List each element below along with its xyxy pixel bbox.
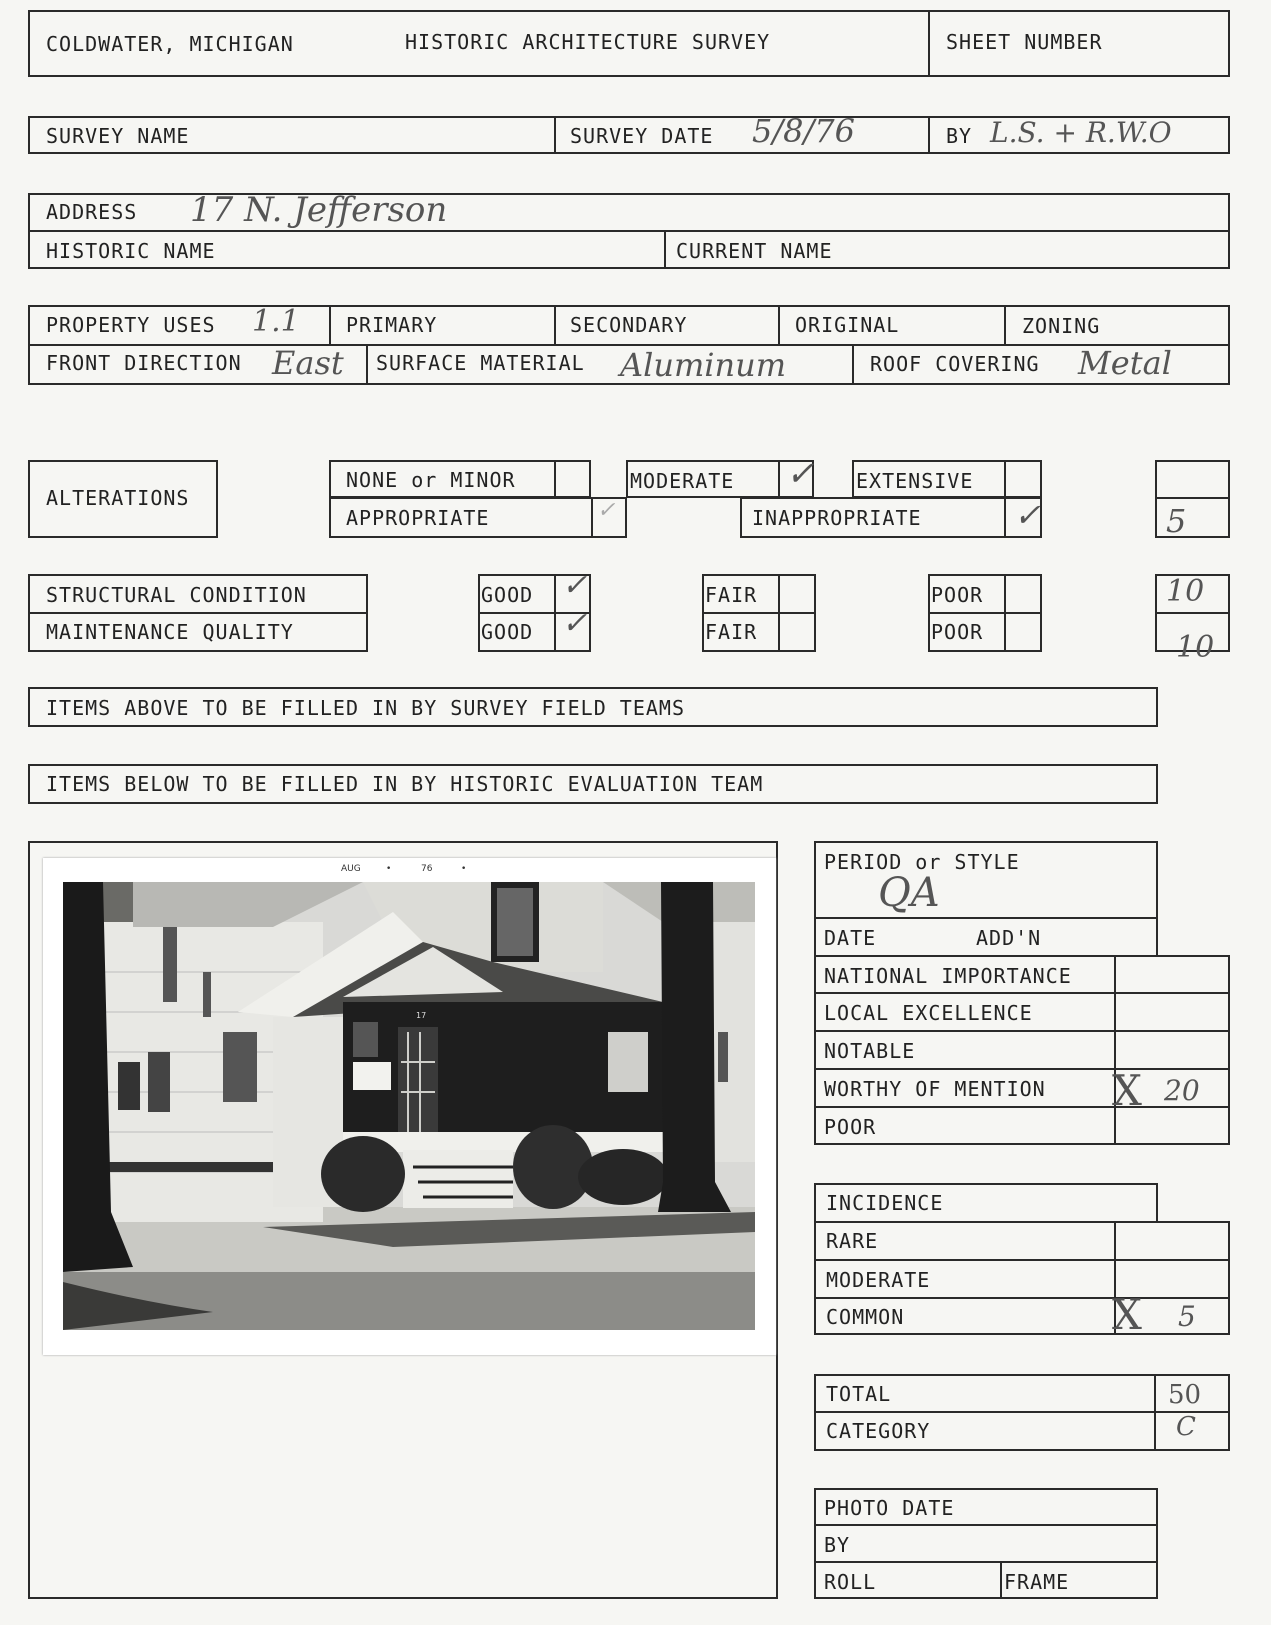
surface-material-label: SURFACE MATERIAL bbox=[376, 351, 585, 375]
survey-name-label: SURVEY NAME bbox=[46, 124, 190, 148]
roll-label: ROLL bbox=[824, 1570, 877, 1594]
alt-appropriate-check-div bbox=[591, 497, 593, 538]
photo-info-row-div-2 bbox=[814, 1561, 1158, 1563]
worthy-score: 20 bbox=[1164, 1074, 1200, 1107]
eval-poor-label: POOR bbox=[824, 1115, 877, 1139]
importance-row-div-1 bbox=[814, 992, 1230, 994]
address-label: ADDRESS bbox=[46, 200, 138, 224]
photo-caption-dot-1: • bbox=[386, 864, 392, 874]
structural-good-label: GOOD bbox=[481, 583, 534, 607]
alt-extensive-check-div bbox=[1004, 460, 1006, 498]
photo-caption-year: 76 bbox=[421, 864, 433, 874]
maintenance-fair-label: FAIR bbox=[705, 620, 758, 644]
structural-good-check: ✓ bbox=[562, 568, 588, 603]
property-div-5 bbox=[366, 344, 368, 385]
front-direction-label: FRONT DIRECTION bbox=[46, 351, 242, 375]
photo-caption-month: AUG bbox=[341, 864, 361, 874]
structural-poor-label: POOR bbox=[931, 583, 984, 607]
maintenance-score-value: 10 bbox=[1176, 630, 1215, 665]
condition-fair-row-div bbox=[702, 612, 816, 614]
secondary-label: SECONDARY bbox=[570, 313, 688, 337]
structural-score-value: 10 bbox=[1166, 574, 1205, 609]
survey-date-label: SURVEY DATE bbox=[570, 124, 714, 148]
category-label: CATEGORY bbox=[826, 1419, 931, 1443]
condition-good-col-div bbox=[554, 574, 556, 652]
survey-by-label: BY bbox=[946, 124, 973, 148]
alt-score-value: 5 bbox=[1166, 502, 1187, 540]
importance-col-div bbox=[1114, 955, 1116, 1145]
national-importance-label: NATIONAL IMPORTANCE bbox=[824, 964, 1072, 988]
alt-moderate-label: MODERATE bbox=[630, 469, 735, 493]
alt-extensive-label: EXTENSIVE bbox=[856, 469, 974, 493]
photo-print bbox=[43, 858, 776, 1355]
property-div-6 bbox=[852, 344, 854, 385]
property-uses-value: 1.1 bbox=[252, 304, 300, 339]
sheet-number-label: SHEET NUMBER bbox=[946, 30, 1103, 54]
incidence-rare-label: RARE bbox=[826, 1229, 879, 1253]
alt-appropriate-check: ✓ bbox=[597, 498, 616, 523]
roll-frame-div bbox=[1000, 1561, 1002, 1599]
original-label: ORIGINAL bbox=[795, 313, 900, 337]
incidence-common-label: COMMON bbox=[826, 1305, 905, 1329]
property-div-2 bbox=[554, 305, 556, 345]
worthy-of-mention-label: WORTHY OF MENTION bbox=[824, 1077, 1046, 1101]
total-label: TOTAL bbox=[826, 1382, 892, 1406]
property-uses-label: PROPERTY USES bbox=[46, 313, 216, 337]
historic-name-label: HISTORIC NAME bbox=[46, 239, 216, 263]
current-name-label: CURRENT NAME bbox=[676, 239, 833, 263]
structural-fair-label: FAIR bbox=[705, 583, 758, 607]
property-div-4 bbox=[1004, 305, 1006, 345]
header-survey-title: HISTORIC ARCHITECTURE SURVEY bbox=[405, 30, 771, 54]
alt-none-minor-label: NONE or MINOR bbox=[346, 468, 516, 492]
alt-inappropriate-label: INAPPROPRIATE bbox=[752, 506, 922, 530]
property-div-3 bbox=[778, 305, 780, 345]
worthy-mark: X bbox=[1112, 1066, 1142, 1115]
common-score: 5 bbox=[1178, 1300, 1196, 1333]
period-label: PERIOD or STYLE bbox=[824, 850, 1020, 874]
frame-label: FRAME bbox=[1004, 1570, 1070, 1594]
photo-caption-dot-2: • bbox=[461, 864, 467, 874]
alt-appropriate-label: APPROPRIATE bbox=[346, 506, 490, 530]
roof-covering-value: Metal bbox=[1078, 344, 1172, 382]
notable-label: NOTABLE bbox=[824, 1039, 916, 1063]
incidence-label: INCIDENCE bbox=[826, 1191, 944, 1215]
address-row-divider bbox=[28, 230, 1230, 232]
alterations-label: ALTERATIONS bbox=[46, 486, 190, 510]
common-mark: X bbox=[1112, 1290, 1142, 1339]
alt-inappropriate-check-div bbox=[1004, 497, 1006, 538]
incidence-row-div-1 bbox=[814, 1259, 1230, 1261]
surface-material-value: Aluminum bbox=[620, 346, 787, 384]
maintenance-poor-label: POOR bbox=[931, 620, 984, 644]
survey-date-value: 5/8/76 bbox=[752, 112, 855, 150]
roof-covering-label: ROOF COVERING bbox=[870, 352, 1040, 376]
house-photo bbox=[63, 882, 755, 1330]
eval-date-label: DATE bbox=[824, 926, 877, 950]
condition-score-div bbox=[1155, 612, 1230, 614]
period-value: QA bbox=[878, 870, 940, 916]
photo-by-label: BY bbox=[824, 1533, 851, 1557]
condition-fair-col-div bbox=[778, 574, 780, 652]
structural-condition-label: STRUCTURAL CONDITION bbox=[46, 583, 307, 607]
incidence-moderate-label: MODERATE bbox=[826, 1268, 931, 1292]
alt-moderate-check-div bbox=[778, 460, 780, 498]
importance-row-div-3 bbox=[814, 1068, 1230, 1070]
header-city: COLDWATER, MICHIGAN bbox=[46, 32, 294, 56]
incidence-row-div-2 bbox=[814, 1297, 1230, 1299]
local-excellence-label: LOCAL EXCELLENCE bbox=[824, 1001, 1033, 1025]
notes-below-text: ITEMS BELOW TO BE FILLED IN BY HISTORIC EVALUATION TEAM bbox=[46, 772, 764, 796]
category-value: C bbox=[1176, 1412, 1196, 1442]
notes-above-text: ITEMS ABOVE TO BE FILLED IN BY SURVEY FIELD TEAMS bbox=[46, 696, 686, 720]
front-direction-value: East bbox=[272, 344, 344, 382]
importance-row-div-2 bbox=[814, 1030, 1230, 1032]
property-div-1 bbox=[329, 305, 331, 345]
house-number: 17 bbox=[416, 1011, 427, 1020]
maintenance-quality-label: MAINTENANCE QUALITY bbox=[46, 620, 294, 644]
eval-addn-label: ADD'N bbox=[976, 926, 1042, 950]
condition-poor-col-div bbox=[1004, 574, 1006, 652]
names-divider bbox=[664, 230, 666, 269]
survey-divider-2 bbox=[928, 116, 930, 154]
survey-divider-1 bbox=[554, 116, 556, 154]
zoning-label: ZONING bbox=[1022, 314, 1101, 338]
alt-score-divider bbox=[1155, 497, 1230, 499]
survey-by-value: L.S. + R.W.O bbox=[990, 116, 1172, 149]
alt-none-check-div bbox=[554, 460, 556, 498]
header-divider bbox=[928, 10, 930, 77]
alt-moderate-check: ✓ bbox=[786, 454, 815, 494]
address-value: 17 N. Jefferson bbox=[190, 190, 448, 230]
maintenance-good-label: GOOD bbox=[481, 620, 534, 644]
total-value: 50 bbox=[1168, 1380, 1202, 1410]
primary-label: PRIMARY bbox=[346, 313, 438, 337]
survey-right-edge bbox=[1228, 116, 1230, 154]
alt-inappropriate-check: ✓ bbox=[1014, 496, 1041, 534]
totals-row-div bbox=[814, 1411, 1230, 1413]
photo-info-row-div-1 bbox=[814, 1524, 1158, 1526]
maintenance-good-check: ✓ bbox=[562, 606, 588, 641]
photo-date-label: PHOTO DATE bbox=[824, 1496, 955, 1520]
condition-labels-div bbox=[28, 612, 368, 614]
condition-poor-row-div bbox=[928, 612, 1042, 614]
